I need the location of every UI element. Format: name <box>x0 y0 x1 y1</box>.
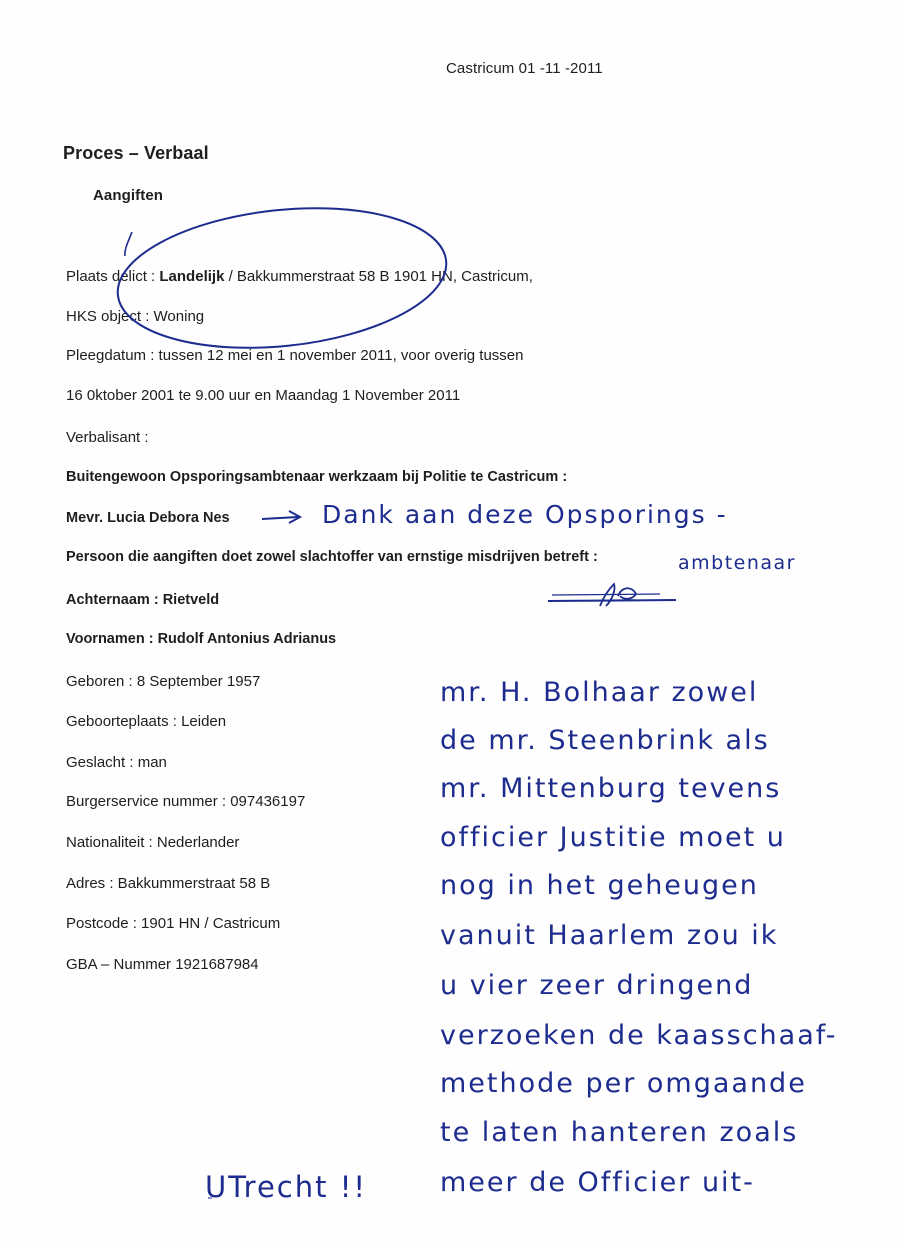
buitengewoon-line: Buitengewoon Opsporingsambtenaar werkzaam bij Politie te Castricum : <box>66 469 568 485</box>
handwritten-arrow-note-1: Dank aan deze Opsporings - <box>322 500 728 529</box>
handwritten-line: vanuit Haarlem zou ik <box>440 920 779 951</box>
voornamen: Voornamen : Rudolf Antonius Adrianus <box>66 631 337 647</box>
adres: Adres : Bakkummerstraat 58 B <box>66 875 271 892</box>
geboorteplaats: Geboorteplaats : Leiden <box>66 713 227 730</box>
handwritten-line: mr. Mittenburg tevens <box>440 773 782 804</box>
place-date: Castricum 01 -11 -2011 <box>446 60 603 77</box>
handwritten-line: mr. H. Bolhaar zowel <box>440 677 759 708</box>
handwritten-line: officier Justitie moet u <box>440 822 786 853</box>
document-subtitle: Aangiften <box>93 187 164 204</box>
arrow-icon <box>262 511 300 523</box>
handwritten-arrow-note-2: ambtenaar <box>678 552 796 574</box>
handwritten-line: u vier zeer dringend <box>440 970 754 1001</box>
hks-object: HKS object : Woning <box>66 308 205 325</box>
plaats-delict-line <box>66 268 533 285</box>
handwritten-line: nog in het geheugen <box>440 870 759 901</box>
document-title: Proces – Verbaal <box>63 143 209 163</box>
achternaam: Achternaam : Rietveld <box>66 592 220 608</box>
handwritten-line: methode per omgaande <box>440 1068 807 1099</box>
plaats-delict-address: / Bakkummerstraat 58 B 1901 HN, Castricum, <box>224 268 533 285</box>
handwritten-line: meer de Officier uit- <box>440 1167 755 1198</box>
nationaliteit: Nationaliteit : Nederlander <box>66 834 240 851</box>
pleegdatum-line-1: Pleegdatum : tussen 12 mei en 1 november 2011, voor overig tussen <box>66 347 524 364</box>
postcode: Postcode : 1901 HN / Castricum <box>66 915 281 932</box>
pleegdatum-line-2: 16 0ktober 2001 te 9.00 uur en Maandag 1 November 2011 <box>66 387 461 404</box>
handwritten-line: te laten hanteren zoals <box>440 1117 799 1148</box>
geslacht: Geslacht : man <box>66 754 167 771</box>
handwritten-line: verzoeken de kaasschaaf- <box>440 1020 838 1051</box>
ink-ellipse-tail <box>125 232 132 256</box>
burgerservice-nummer: Burgerservice nummer : 097436197 <box>66 793 306 810</box>
persoon-line: Persoon die aangiften doet zowel slachtoffer van ernstige misdrijven betreft : <box>66 549 598 565</box>
handwritten-utrecht: UTrecht !! <box>205 1170 367 1204</box>
plaats-delict-type: Landelijk <box>159 268 225 285</box>
geboren: Geboren : 8 September 1957 <box>66 673 261 690</box>
handwritten-line: de mr. Steenbrink als <box>440 725 770 756</box>
verbalisant-label: Verbalisant : <box>66 429 149 446</box>
mevr-name: Mevr. Lucia Debora Nes <box>66 510 230 526</box>
signature-icon <box>548 584 676 606</box>
gba-nummer: GBA – Nummer 1921687984 <box>66 956 259 973</box>
plaats-delict-label: Plaats delict : <box>66 268 160 285</box>
